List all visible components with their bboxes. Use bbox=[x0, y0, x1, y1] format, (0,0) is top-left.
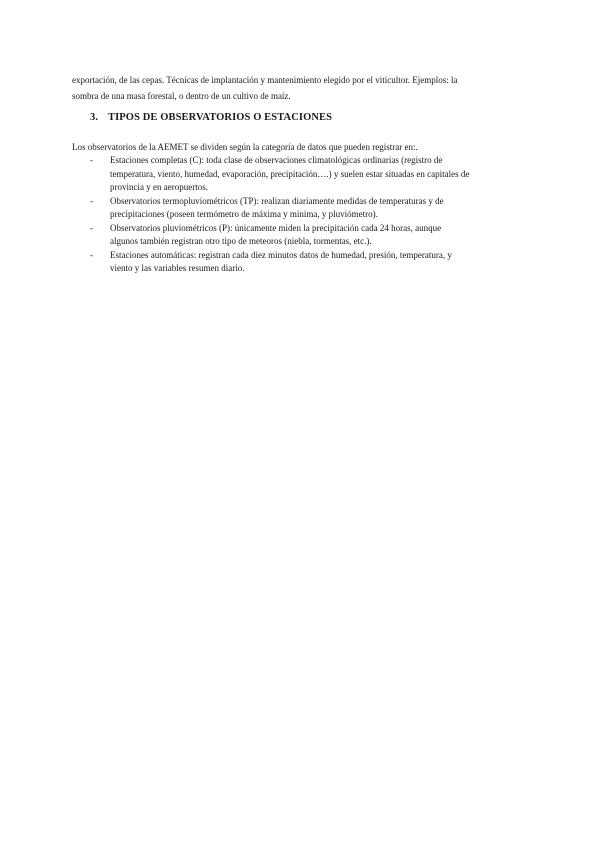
list-item-line: Estaciones automáticas: registran cada diez minutos datos de humedad, presión, temperatura, y bbox=[110, 249, 452, 260]
station-types-list bbox=[72, 154, 532, 276]
list-item bbox=[72, 222, 532, 249]
section-heading bbox=[90, 112, 332, 123]
intro-paragraph bbox=[72, 72, 532, 104]
intro-line: exportación, de las cepas. Técnicas de implantación y mantenimiento elegido por el viticultor. Ejemplos: la bbox=[72, 75, 458, 85]
lead-paragraph: Los observatorios de la AEMET se dividen según la categoría de datos que pueden registrar en:. bbox=[72, 142, 418, 152]
bullet-dash: - bbox=[90, 222, 93, 233]
list-item-line: precipitaciones (poseen termómetro de máxima y mínima, y pluviómetro). bbox=[110, 209, 378, 219]
section-title: TIPOS DE OBSERVATORIOS O ESTACIONES bbox=[108, 112, 333, 123]
list-item-line: Observatorios termopluviométricos (TP): realizan diariamente medidas de temperaturas y de bbox=[110, 195, 444, 206]
bullet-dash: - bbox=[90, 249, 93, 260]
list-item bbox=[72, 249, 532, 276]
list-item bbox=[72, 154, 532, 195]
list-item-line: Estaciones completas (C): toda clase de observaciones climatológicas ordinarias (registro de bbox=[110, 155, 443, 165]
bullet-dash: - bbox=[90, 155, 93, 165]
list-item-line: temperatura, viento, humedad, evaporación, precipitación….) y suelen estar situadas en capitales de bbox=[110, 168, 470, 179]
list-item bbox=[72, 195, 532, 222]
list-item-line: Observatorios pluviométricos (P): únicamente miden la precipitación cada 24 horas, aunque bbox=[110, 222, 442, 233]
list-item-line: viento y las variables resumen diario. bbox=[110, 263, 245, 273]
list-item-line: algunos también registran otro tipo de meteoros (niebla, tormentas, etc.). bbox=[110, 236, 372, 246]
section-number: 3. bbox=[90, 112, 99, 123]
intro-line: sombra de una masa forestal, o dentro de un cultivo de maíz. bbox=[72, 91, 291, 101]
list-item-line: provincia y en aeropuertos. bbox=[110, 182, 208, 192]
bullet-dash: - bbox=[90, 195, 93, 206]
